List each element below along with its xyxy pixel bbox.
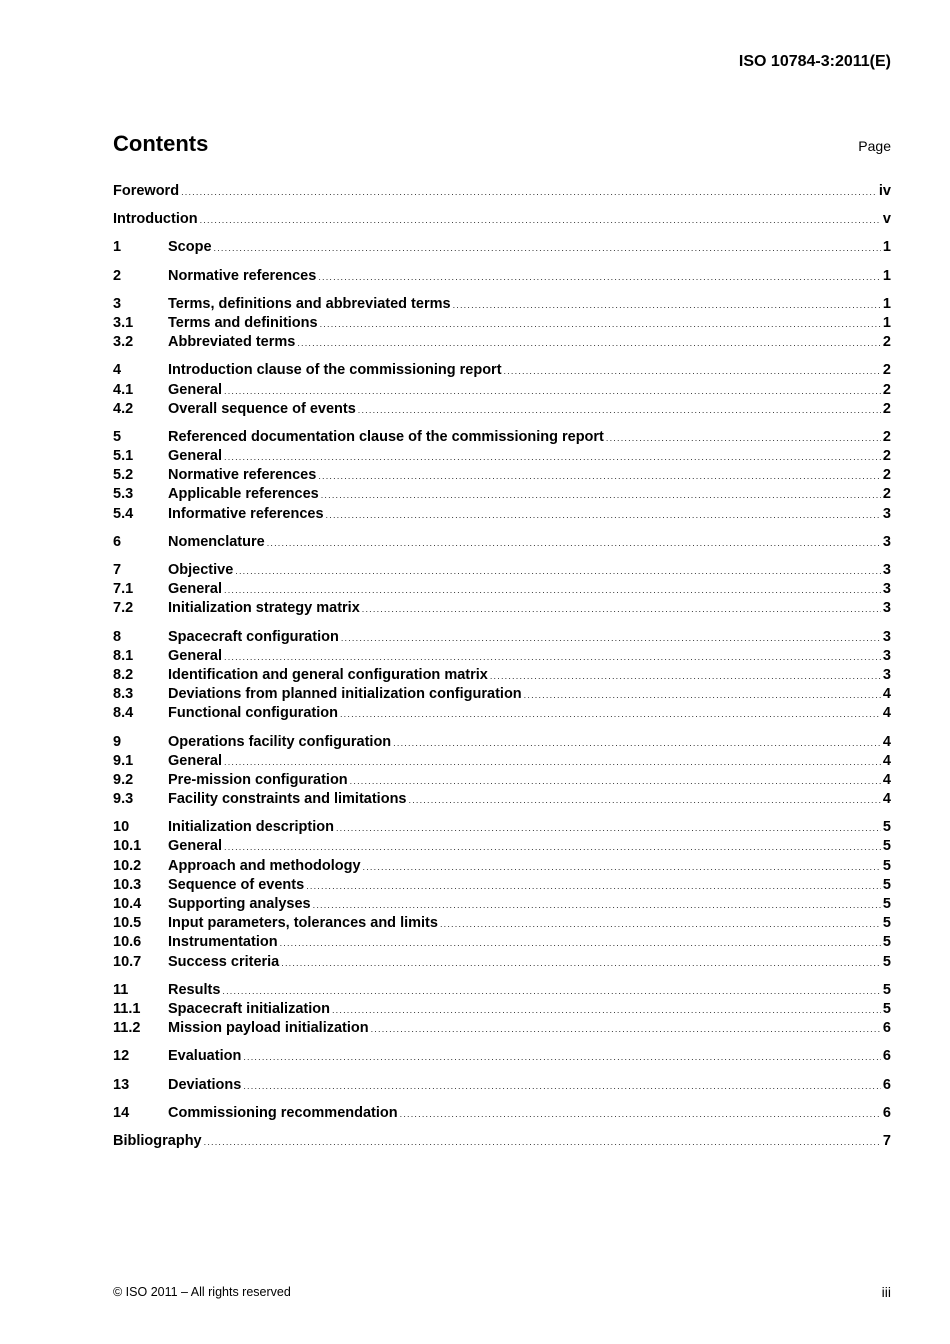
toc-entry-number: 8	[113, 628, 122, 645]
toc-entry-page: iv	[878, 183, 891, 199]
toc-entry-title: Facility constraints and limitations	[168, 791, 407, 808]
toc-entry[interactable]	[113, 381, 891, 400]
toc-entry[interactable]	[113, 485, 891, 504]
toc-entry-page: 1	[882, 314, 891, 331]
toc-entry-title: Commissioning recommendation	[168, 1104, 398, 1121]
toc-entry-page: 6	[882, 1048, 891, 1065]
toc-entry-page: 4	[882, 705, 891, 722]
toc-entry-page: 2	[882, 362, 891, 379]
toc-entry-number: 5.1	[113, 448, 134, 465]
toc-entry[interactable]	[113, 933, 891, 952]
toc-entry-number: 3.1	[113, 314, 134, 331]
toc-entry[interactable]	[113, 914, 891, 933]
toc-entry-number: 14	[113, 1104, 130, 1121]
toc-entry-number: 12	[113, 1048, 130, 1065]
toc-entry-title: General	[168, 581, 222, 598]
toc-entry-page: 2	[882, 486, 891, 503]
toc-entry-bibliography[interactable]	[113, 1132, 891, 1151]
toc-entry-number: 8.3	[113, 686, 134, 703]
toc-entry-title: Sequence of events	[168, 876, 305, 893]
toc-entry-title: Deviations	[168, 1076, 242, 1093]
table-of-contents	[113, 182, 891, 1151]
toc-entry[interactable]	[113, 580, 891, 599]
toc-entry-title: Spacecraft initialization	[168, 1000, 330, 1017]
toc-entry[interactable]	[113, 752, 891, 771]
toc-entry-number: 8.2	[113, 666, 134, 683]
toc-entry-title: Input parameters, tolerances and limits	[168, 915, 438, 932]
toc-entry-number: 10.1	[113, 838, 142, 855]
toc-entry[interactable]	[113, 704, 891, 723]
toc-entry-number: 4.2	[113, 400, 134, 417]
toc-entry-title: Initialization description	[168, 819, 334, 836]
toc-entry-number: 10.2	[113, 857, 142, 874]
toc-entry[interactable]	[113, 628, 891, 647]
document-id: ISO 10784-3:2011(E)	[738, 53, 891, 70]
toc-entry[interactable]	[113, 1019, 891, 1038]
toc-entry-number: 8.4	[113, 705, 134, 722]
toc-entry-page: 6	[882, 1076, 891, 1093]
toc-entry-page: 4	[882, 791, 891, 808]
toc-entry-title: Pre-mission configuration	[168, 771, 348, 788]
toc-entry-title: Terms and definitions	[168, 314, 318, 331]
toc-entry-foreword[interactable]	[113, 182, 891, 201]
toc-entry[interactable]	[113, 953, 891, 972]
toc-entry-page: 5	[882, 981, 891, 998]
toc-entry-number: 5	[113, 428, 122, 445]
toc-entry-page: 4	[882, 771, 891, 788]
toc-entry[interactable]	[113, 533, 891, 552]
page-number: iii	[881, 1284, 891, 1300]
toc-entry-title: General	[168, 381, 222, 398]
toc-entry-number: 11.2	[113, 1020, 141, 1037]
toc-entry-number: 5.2	[113, 467, 134, 484]
copyright-notice: © ISO 2011 – All rights reserved	[113, 1285, 291, 1299]
toc-entry-number: 10.3	[113, 876, 142, 893]
toc-entry[interactable]	[113, 1104, 891, 1123]
toc-entry-page: 3	[882, 647, 891, 664]
toc-entry[interactable]	[113, 685, 891, 704]
toc-entry-page: 5	[882, 876, 891, 893]
toc-entry-page: 2	[882, 467, 891, 484]
toc-entry-number: 11.1	[113, 1000, 141, 1017]
toc-entry-title: Nomenclature	[168, 533, 265, 550]
toc-entry[interactable]	[113, 981, 891, 1000]
toc-entry-page: 3	[882, 628, 891, 645]
toc-entry[interactable]	[113, 818, 891, 837]
toc-entry-number: 13	[113, 1076, 130, 1093]
toc-entry-page: 4	[882, 733, 891, 750]
toc-entry-page: 5	[882, 838, 891, 855]
toc-entry-title: Results	[168, 981, 221, 998]
toc-entry[interactable]	[113, 238, 891, 257]
toc-entry-number: 10	[113, 819, 130, 836]
toc-entry-page: v	[882, 211, 891, 228]
toc-entry[interactable]	[113, 1076, 891, 1095]
toc-entry-number: 3	[113, 295, 122, 312]
toc-entry-page: 5	[882, 896, 891, 912]
toc-entry[interactable]	[113, 505, 891, 524]
toc-entry-page: 4	[882, 686, 891, 703]
toc-entry-page: 1	[882, 239, 891, 256]
toc-entry[interactable]	[113, 1000, 891, 1019]
toc-entry-page: 5	[882, 915, 891, 932]
toc-entry-title: Introduction	[113, 211, 198, 228]
toc-entry-title: Introduction clause of the commissioning report	[168, 362, 502, 379]
toc-entry-title: Approach and methodology	[168, 857, 361, 874]
toc-entry[interactable]	[113, 314, 891, 333]
toc-entry-title: Deviations from planned initialization configuration	[168, 686, 522, 703]
toc-entry[interactable]	[113, 790, 891, 809]
toc-entry-number: 7.2	[113, 600, 134, 617]
toc-entry[interactable]	[113, 771, 891, 790]
toc-entry-title: Overall sequence of events	[168, 400, 356, 417]
toc-entry-title: Applicable references	[168, 486, 319, 503]
page-title: Contents	[113, 131, 209, 156]
toc-entry-number: 9.3	[113, 791, 134, 808]
toc-entry-title: Identification and general configuration matrix	[168, 666, 488, 683]
toc-entry-title: Mission payload initialization	[168, 1020, 369, 1037]
toc-entry-page: 2	[882, 334, 891, 351]
toc-entry-page: 2	[882, 400, 891, 417]
toc-entry-title: Spacecraft configuration	[168, 628, 339, 645]
toc-entry-title: Abbreviated terms	[168, 334, 296, 351]
toc-entry[interactable]	[113, 876, 891, 895]
toc-entry-number: 10.7	[113, 953, 142, 970]
toc-entry-page: 3	[882, 533, 891, 550]
toc-entry[interactable]	[113, 857, 891, 876]
toc-entry-page: 5	[882, 934, 891, 951]
toc-entry-title: Operations facility configuration	[168, 733, 392, 750]
toc-entry[interactable]	[113, 1047, 891, 1066]
toc-entry-introduction[interactable]	[113, 210, 891, 229]
toc-entry-title: General	[168, 647, 222, 664]
toc-entry-title: Functional configuration	[168, 705, 338, 722]
toc-entry-number: 10.4	[113, 896, 142, 912]
toc-entry-number: 7.1	[113, 581, 134, 598]
toc-entry-page: 2	[882, 448, 891, 465]
toc-entry-number: 8.1	[113, 647, 134, 664]
toc-entry-number: 7	[113, 562, 122, 578]
toc-entry-title: Evaluation	[168, 1048, 242, 1065]
toc-entry-number: 10.5	[113, 915, 142, 932]
toc-entry-number: 11	[113, 981, 129, 998]
toc-entry[interactable]	[113, 466, 891, 485]
toc-entry-number: 5.3	[113, 486, 134, 503]
toc-entry-page: 5	[882, 953, 891, 970]
toc-entry[interactable]	[113, 733, 891, 752]
toc-entry[interactable]	[113, 666, 891, 685]
toc-entry-title: Informative references	[168, 505, 324, 522]
toc-entry-page: 1	[882, 295, 891, 312]
toc-entry-title: Foreword	[113, 183, 180, 199]
toc-entry[interactable]	[113, 428, 891, 447]
toc-entry-title: Initialization strategy matrix	[168, 600, 360, 617]
toc-entry-page: 5	[882, 857, 891, 874]
toc-entry-number: 2	[113, 267, 122, 284]
toc-entry-page: 5	[882, 819, 891, 836]
toc-entry-number: 6	[113, 533, 122, 550]
toc-entry-title: Normative references	[168, 267, 317, 284]
toc-entry-page: 6	[882, 1104, 891, 1121]
toc-entry-title: Referenced documentation clause of the commissioning report	[168, 428, 604, 445]
toc-entry-title: Bibliography	[113, 1132, 202, 1149]
toc-entry-page: 2	[882, 428, 891, 445]
toc-entry-number: 9.1	[113, 752, 134, 769]
toc-entry-title: General	[168, 448, 222, 465]
toc-entry[interactable]	[113, 295, 891, 314]
toc-entry-number: 4	[113, 362, 122, 379]
toc-entry[interactable]	[113, 561, 891, 580]
toc-entry-number: 10.6	[113, 934, 142, 951]
toc-entry[interactable]	[113, 361, 891, 380]
toc-entry-page: 3	[882, 666, 891, 683]
toc-entry-title: Scope	[168, 239, 212, 256]
toc-entry[interactable]	[113, 267, 891, 286]
toc-entry-number: 3.2	[113, 334, 134, 351]
toc-entry-title: General	[168, 752, 222, 769]
toc-entry[interactable]	[113, 895, 891, 914]
toc-entry-title: Terms, definitions and abbreviated terms	[168, 295, 451, 312]
toc-entry-page: 2	[882, 381, 891, 398]
toc-entry[interactable]	[113, 647, 891, 666]
toc-entry-title: Supporting analyses	[168, 896, 311, 912]
toc-entry-number: 9	[113, 733, 122, 750]
page-column-label: Page	[858, 138, 891, 154]
toc-entry-title: Normative references	[168, 467, 317, 484]
toc-entry-title: General	[168, 838, 222, 855]
toc-entry-page: 3	[882, 505, 891, 522]
toc-entry-title: Instrumentation	[168, 934, 278, 951]
toc-entry-number: 4.1	[113, 381, 134, 398]
toc-entry-title: Success criteria	[168, 953, 280, 970]
toc-entry-page: 1	[882, 267, 891, 284]
toc-entry-number: 5.4	[113, 505, 134, 522]
toc-entry-page: 3	[882, 581, 891, 598]
toc-entry-page: 3	[882, 562, 891, 578]
toc-entry[interactable]	[113, 400, 891, 419]
toc-entry[interactable]	[113, 837, 891, 856]
toc-entry[interactable]	[113, 447, 891, 466]
toc-entry[interactable]	[113, 333, 891, 352]
toc-entry-page: 6	[882, 1020, 891, 1037]
toc-entry-number: 9.2	[113, 771, 134, 788]
toc-entry-page: 3	[882, 600, 891, 617]
toc-entry-title: Objective	[168, 562, 234, 578]
toc-entry[interactable]	[113, 599, 891, 618]
toc-entry-page: 7	[882, 1132, 891, 1149]
toc-entry-page: 4	[882, 752, 891, 769]
toc-entry-page: 5	[882, 1000, 891, 1017]
toc-entry-number: 1	[113, 239, 122, 256]
